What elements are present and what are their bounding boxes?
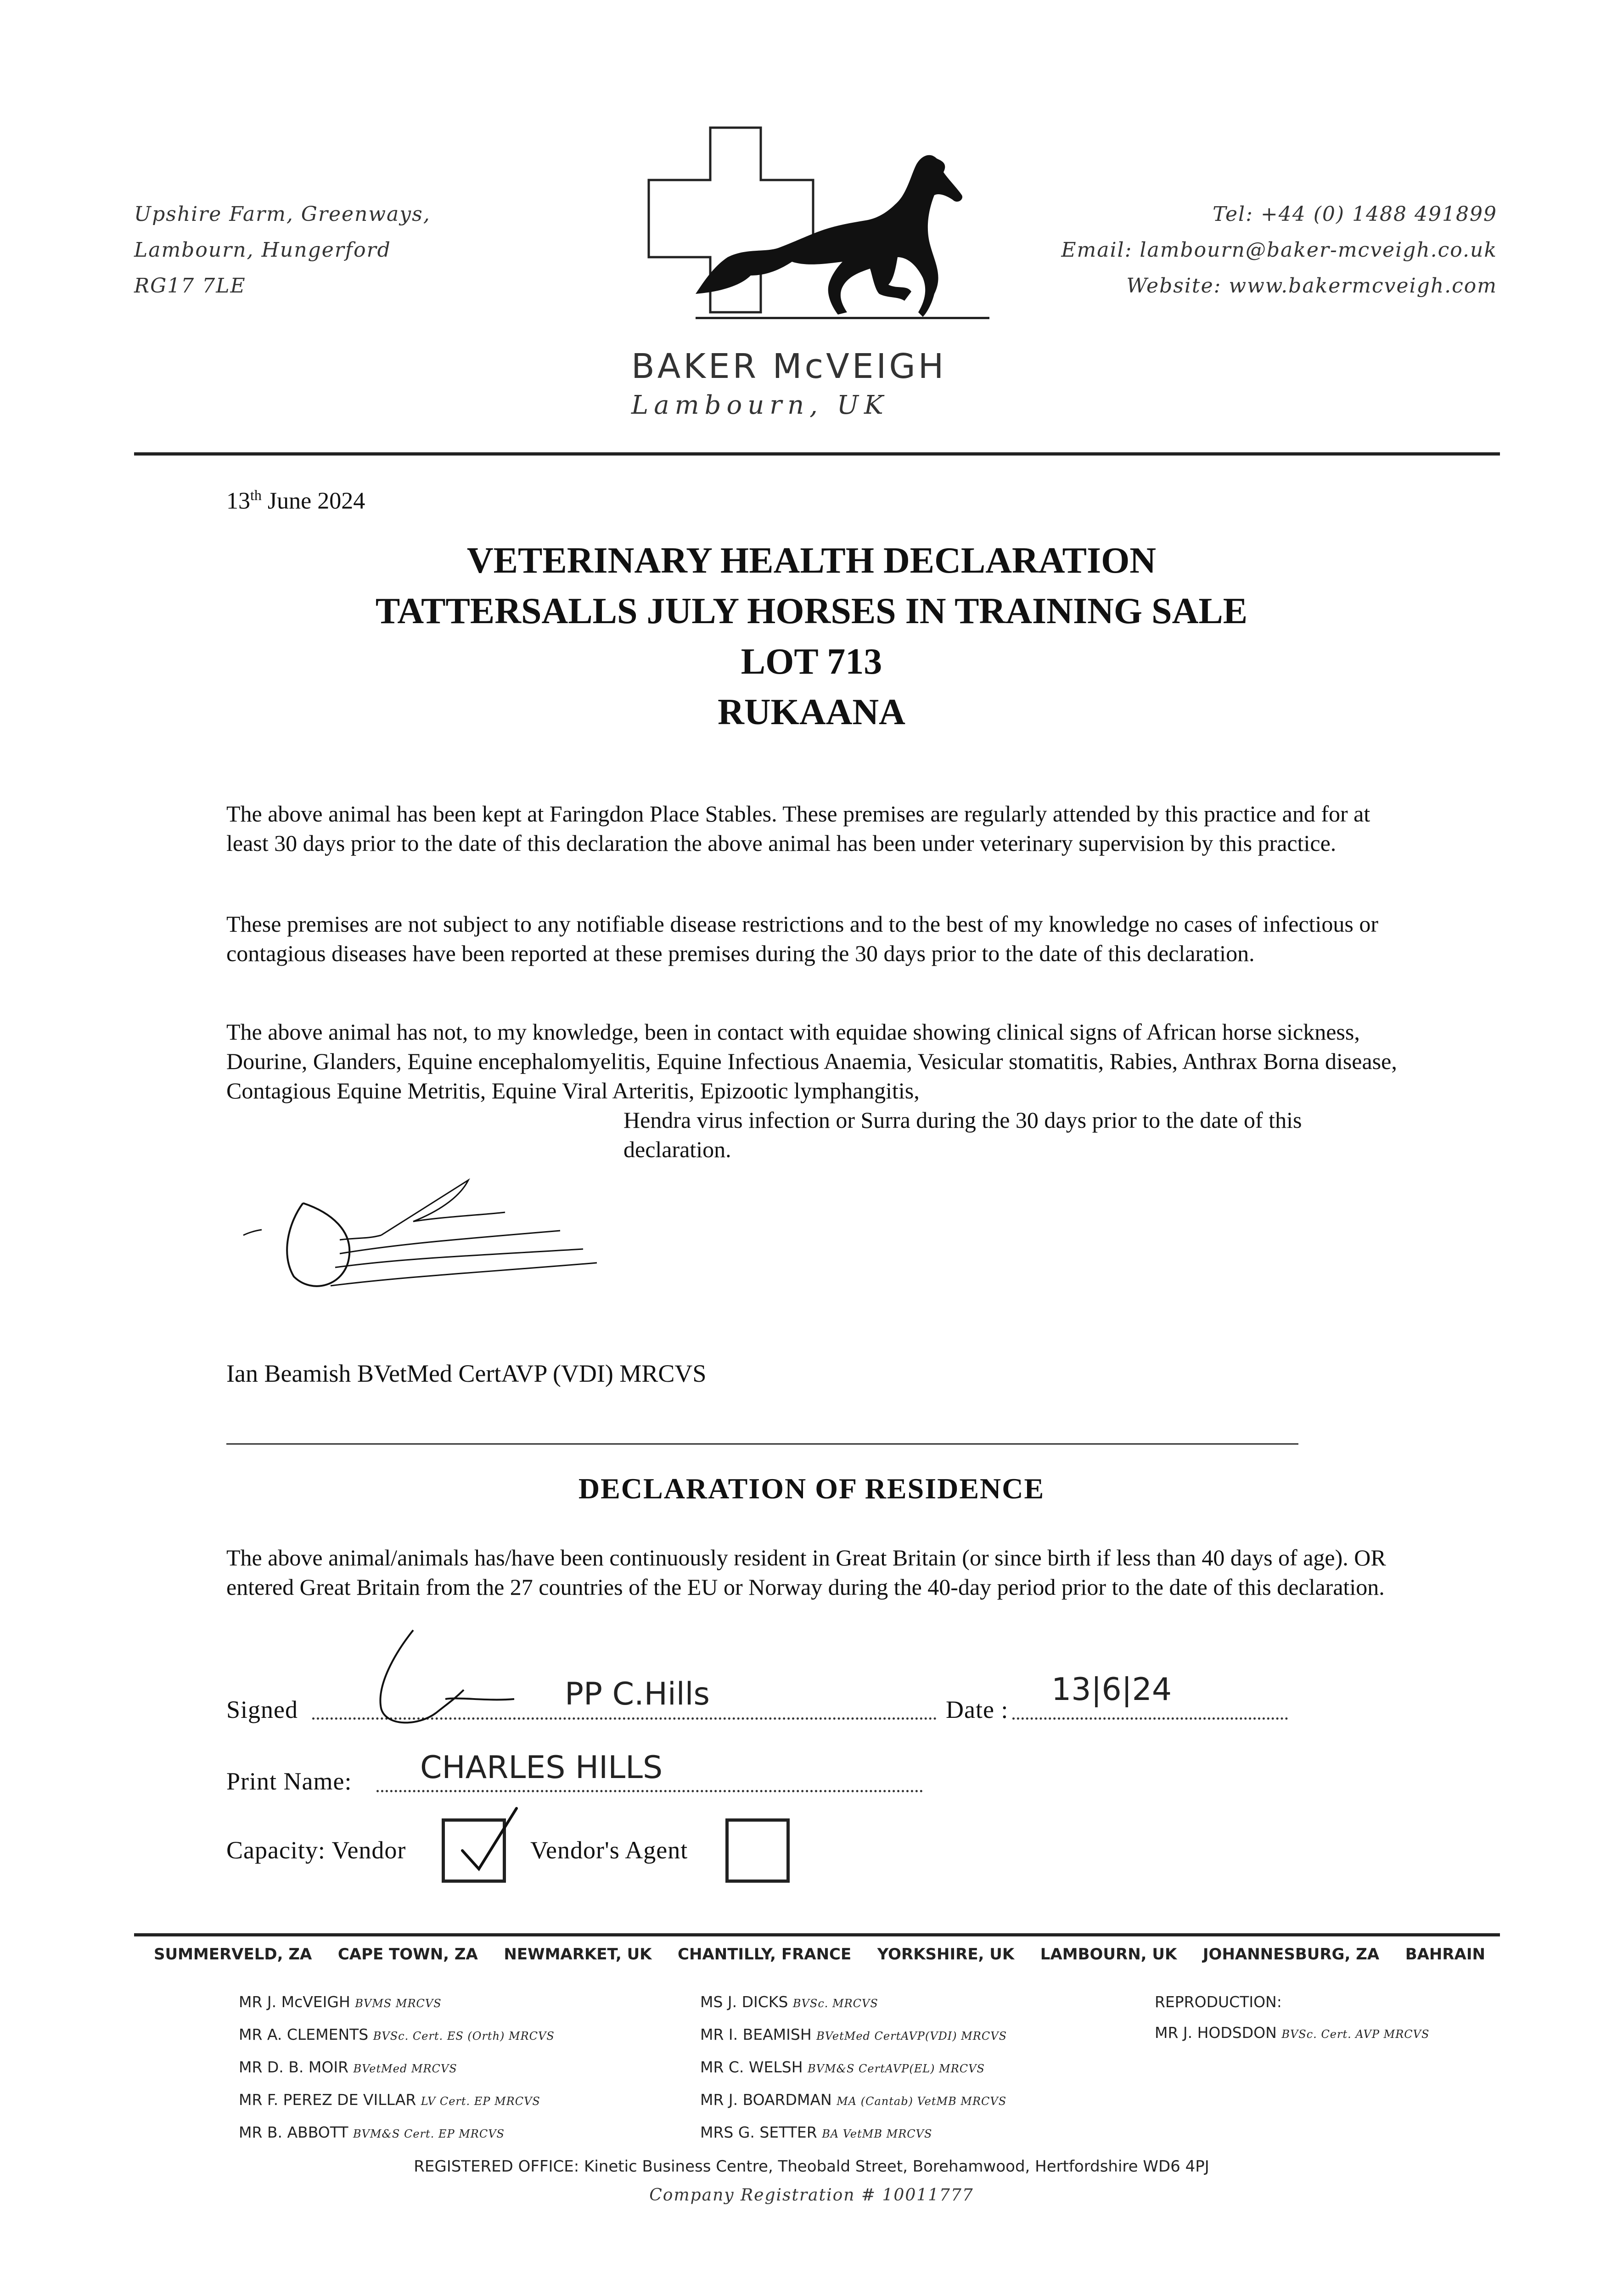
declaration-title: VETERINARY HEALTH DECLARATION [466,540,1157,581]
capacity-label: Capacity: Vendor [226,1836,406,1864]
print-name-label: Print Name: [226,1767,352,1795]
staff-column-3 [1155,1986,1429,2050]
company-registration: Company Registration # 10011777 [649,2186,974,2205]
office-location: NEWMARKET, UK [504,1945,652,1964]
staff-entry: MR D. B. MOIR BVetMed MRCVS [239,2058,457,2076]
vet-name: Ian Beamish BVetMed CertAVP (VDI) MRCVS [226,1360,707,1387]
address-line: Lambourn, Hungerford [134,238,391,262]
date-handwritten: 13|6|24 [1051,1671,1172,1708]
paragraph-disease-restrictions: These premises are not subject to any notifiable disease restrictions and to the best of my knowledge no cases of infectious or contagious diseases have been reported at these premises during the 30 days prior to the date of this declaration. [226,911,1379,966]
email-line: Email: lambourn@baker-mcveigh.co.uk [1061,238,1497,262]
paragraph-contact-tail: Hendra virus infection or Surra during the 30 days prior to the date of this declaration. [623,1107,1302,1162]
brand-location: Lambourn, UK [631,390,889,420]
staff-entry: MR C. WELSH BVM&S CertAVP(EL) MRCVS [700,2058,985,2076]
signed-label: Signed [226,1696,298,1723]
staff-entry: MR F. PEREZ DE VILLAR LV Cert. EP MRCVS [239,2091,540,2109]
print-name-handwritten: CHARLES HILLS [420,1750,663,1786]
vet-signature [230,1148,606,1322]
office-location: LAMBOURN, UK [1040,1945,1177,1964]
reproduction-heading: REPRODUCTION: [1155,1993,1282,2011]
staff-entry: MR B. ABBOTT BVM&S Cert. EP MRCVS [239,2123,505,2141]
date-label: Date : [946,1696,1009,1723]
date-dotted-line [1012,1717,1288,1720]
staff-entry: MR J. McVEIGH BVMS MRCVS [239,1993,442,2011]
office-locations [154,1945,1485,1964]
staff-entry: MR J. BOARDMAN MA (Cantab) VetMB MRCVS [700,2091,1007,2109]
staff-entry: MR I. BEAMISH BVetMed CertAVP(VDI) MRCVS [700,2026,1007,2043]
website-line: Website: www.bakermcveigh.com [1126,274,1497,298]
section-divider [226,1443,1298,1445]
cross-and-galloping-horse-icon [640,119,989,326]
paragraph-contact: The above animal has not, to my knowledge, been in contact with equidae showing clinical signs of African horse sickness, Dourine, Glanders, Equine encephalomyelitis, Equine Infectious Anaemia, Vesicular stomatitis, Rabies, Anthrax Borna disease, Contagious Equine Metritis, Equine Viral Arteritis, Epizootic lymphangitis, [226,1019,1397,1103]
office-location: CHANTILLY, FRANCE [678,1945,852,1964]
vendors-agent-label: Vendor's Agent [530,1836,688,1864]
checkmark-icon [452,1805,526,1878]
brand-name: BAKER McVEIGH [631,347,947,386]
residence-title: DECLARATION OF RESIDENCE [578,1472,1045,1505]
address-line: Upshire Farm, Greenways, [134,203,431,226]
staff-entry: MRS G. SETTER BA VetMB MRCVS [700,2123,932,2141]
vendors-agent-checkbox[interactable] [725,1818,790,1883]
practice-address [134,197,431,304]
staff-entry: MR A. CLEMENTS BVSc. Cert. ES (Orth) MRCVS [239,2026,555,2043]
staff-column-2 [700,1986,1007,2150]
letter-date: 13th June 2024 [226,487,365,514]
office-location: SUMMERVELD, ZA [154,1945,312,1964]
office-location: BAHRAIN [1405,1945,1485,1964]
staff-entry: MR J. HODSDON BVSc. Cert. AVP MRCVS [1155,2024,1430,2042]
lot-number: LOT 713 [741,642,882,682]
staff-column-1 [239,1986,555,2150]
office-location: JOHANNESBURG, ZA [1202,1945,1380,1964]
header-rule [134,452,1500,456]
office-location: CAPE TOWN, ZA [337,1945,478,1964]
address-line: RG17 7LE [134,274,246,298]
staff-entry: MS J. DICKS BVSc. MRCVS [700,1993,878,2011]
residence-paragraph: The above animal/animals has/have been continuously resident in Great Britain (or since birth if less than 40 days of age). OR entered Great Britain from the 27 countries of the EU or Norway during the 40-day period prior to the date of this declaration. [226,1545,1386,1600]
registered-office: REGISTERED OFFICE: Kinetic Business Centre, Theobald Street, Borehamwood, Hertfordshire WD6 4PJ [414,2157,1209,2176]
paragraph-supervision: The above animal has been kept at Faringdon Place Stables. These premises are regularly attended by this practice and for at least 30 days prior to the date of this declaration the above animal has been under veterinary supervision by this practice. [226,801,1370,856]
horse-name: RUKAANA [718,692,905,732]
vendor-signature [349,1621,542,1740]
office-location: YORKSHIRE, UK [877,1945,1015,1964]
phone-line: Tel: +44 (0) 1488 491899 [1213,203,1497,226]
signed-handwritten: PP C.Hills [565,1676,710,1712]
print-name-dotted-line [376,1790,923,1792]
footer-rule [134,1933,1500,1936]
practice-contact [1061,197,1497,304]
sale-title: TATTERSALLS JULY HORSES IN TRAINING SALE [375,591,1248,631]
